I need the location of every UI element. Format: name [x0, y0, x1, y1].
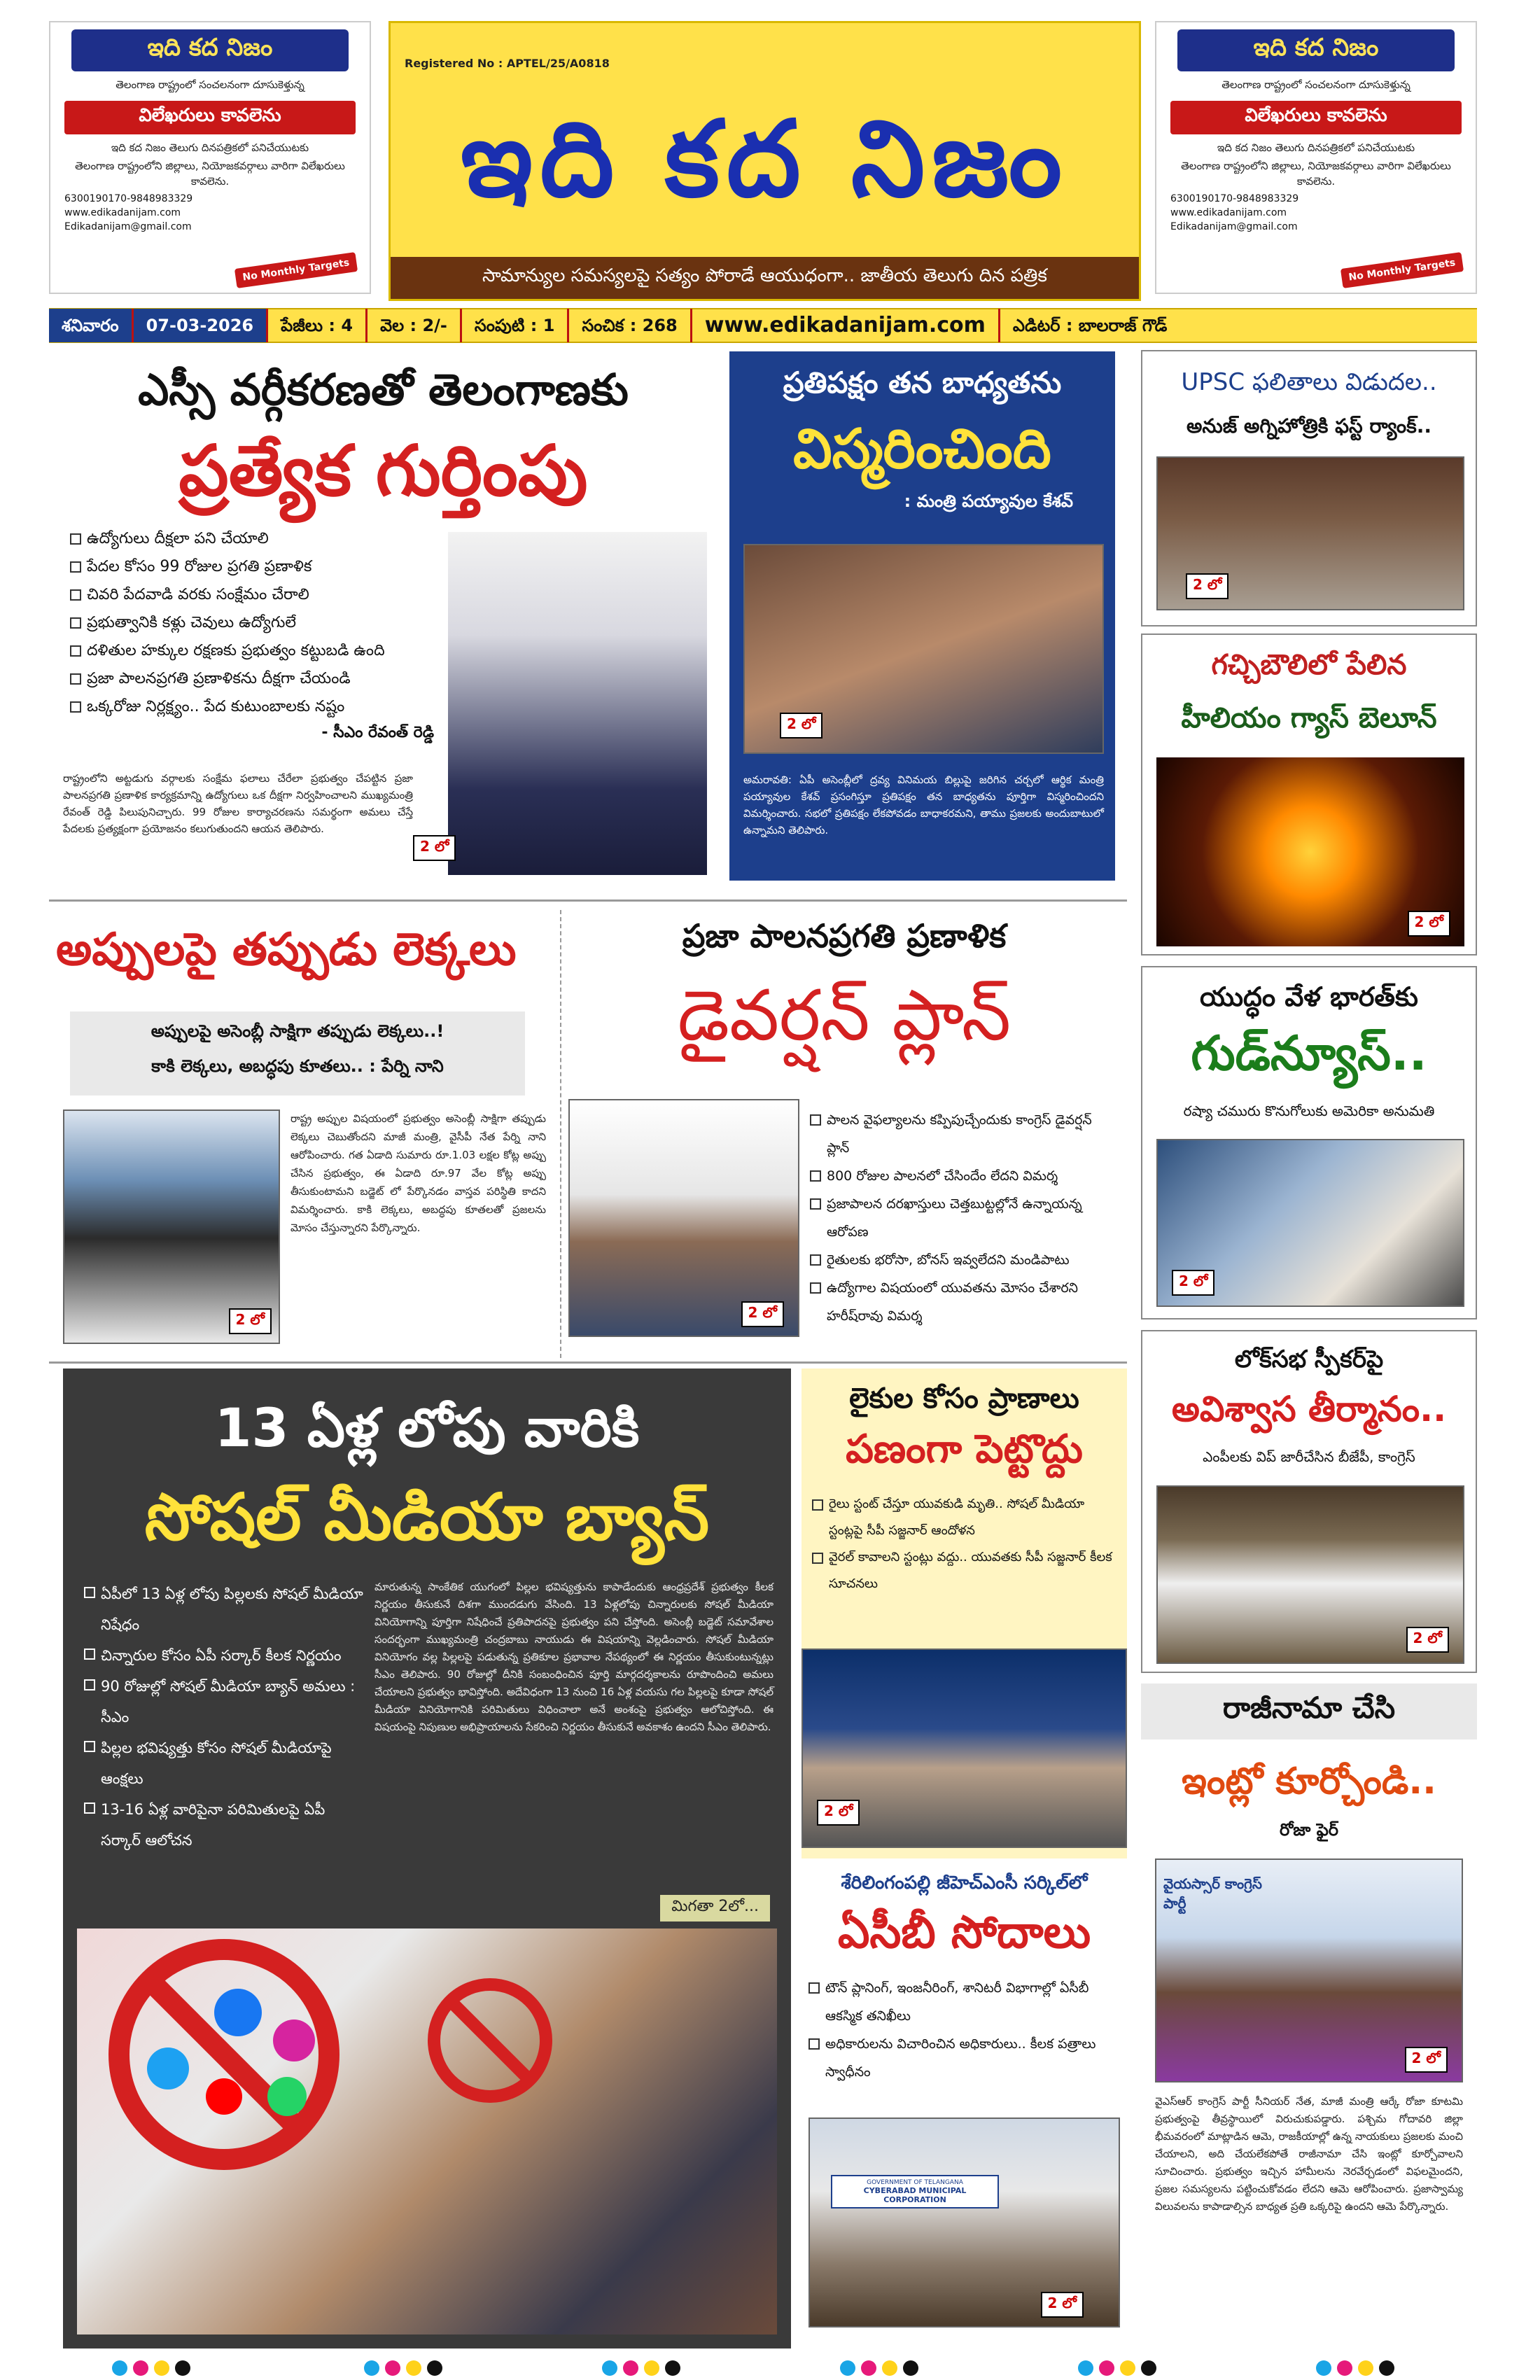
- page-ref-tag: 2 లో: [817, 1800, 860, 1826]
- story-russia-oil: [1141, 966, 1477, 1320]
- story-kicker: ఎస్సీ వర్గీకరణతో తెలంగాణకు: [138, 364, 629, 415]
- masthead: [388, 21, 1141, 301]
- registration-marks: [602, 2360, 680, 2376]
- bullet-item: అధికారులను విచారించిన అధికారులు.. కీలక పత్రాలు స్వాధీనం: [808, 2030, 1120, 2086]
- story-kicker: యుద్ధం వేళ భారత్‌కు: [1200, 981, 1418, 1012]
- sajjanar-photo: [802, 1648, 1127, 1848]
- checkbox-icon: [808, 1982, 820, 1994]
- registration-marks: [364, 2360, 442, 2376]
- price: వెల : 2/-: [368, 309, 462, 342]
- ad-web: www.edikadanijam.com: [64, 207, 181, 218]
- bullet-item: ఉద్యోగులు దీక్షలా పని చేయాలి: [70, 525, 434, 553]
- story-roja: [1141, 1684, 1477, 2348]
- story-headline: ప్రత్యేక గుర్తింపు: [178, 430, 588, 512]
- story-subhead-box: [70, 1011, 525, 1096]
- story-headline: ఏసీబీ సోదాలు: [837, 1907, 1091, 1959]
- office-sign-text: GOVERNMENT OF TELANGANA: [867, 2179, 963, 2186]
- minister-photo: [743, 544, 1104, 754]
- story-kicker: 13 ఏళ్ల లోపు వారికి: [214, 1396, 640, 1459]
- volume: సంపుటి : 1: [462, 309, 570, 342]
- speaker-photo: [1156, 1485, 1464, 1664]
- date: 07-03-2026: [134, 309, 269, 342]
- ad-tag: No Monthly Targets: [234, 252, 358, 288]
- right-ad: [1155, 21, 1477, 294]
- page-ref-tag: 2 లో: [1172, 1270, 1214, 1296]
- registration-marks: [840, 2360, 918, 2376]
- story-subhead: ఎంపీలకు విప్ జారీచేసిన బీజేపీ, కాంగ్రెస్: [1203, 1448, 1415, 1465]
- byline: : మంత్రి పయ్యావుల కేశవ్: [904, 491, 1073, 511]
- story-subhead: రోజా ఫైర్: [1279, 1820, 1339, 1840]
- ghmc-office-photo: [808, 2118, 1120, 2328]
- bullet-item: చివరి పేదవాడి వరకు సంక్షేమం చేరాలి: [70, 581, 434, 609]
- bullet-item: పాలన వైఫల్యాలను కప్పిపుచ్చేందుకు కాంగ్రెస్ డైవర్షన్ ప్లాన్: [810, 1106, 1118, 1162]
- ad-web: www.edikadanijam.com: [1170, 207, 1287, 218]
- explosion-photo: [1156, 757, 1464, 946]
- checkbox-icon: [70, 589, 81, 601]
- checkbox-icon: [70, 701, 81, 713]
- ad-banner: విలేఖరులు కావలెను: [1170, 101, 1462, 134]
- story-headline: గుడ్‌న్యూస్..: [1191, 1026, 1427, 1082]
- story-body: వైఎస్ఆర్ కాంగ్రెస్ పార్టీ సీనియర్ నేత, మాజీ మంత్రి ఆర్కే రోజా కూటమి ప్రభుత్వంపై తీవ్రస్థాయిలో విరుచుకుపడ్డారు. పశ్చిమ గోదావరి జిల్లా భీమవరంలో మాట్లాడిన ఆమె, రాజకీయాల్లో ఉన్న నాయకులు ప్రజలకు మంచి చేయాలని, అది చేయలేకపోతే రాజీనామా చేసి ఇంట్లో కూర్చోవాలని సూచించారు. ప్రభుత్వం ఇచ్చిన హామీలను నెరవేర్చడంలో విఫలమైందని, ప్రజల సమస్యలను పట్టించుకోవడం లేదని ఆమె ఆరోపించారు. ప్రజాస్వామ్య విలువలను కాపాడాల్సిన బాధ్యత ప్రతి ఒక్కరిపై ఉందని ఆమె పేర్కొన్నారు.: [1155, 2095, 1463, 2213]
- story-debt: [49, 910, 556, 1358]
- whatsapp-icon: [267, 2077, 307, 2116]
- column-rule: [49, 899, 1127, 902]
- ad-title: ఇది కద నిజం: [71, 29, 349, 71]
- ad-line: తెలంగాణ రాష్ట్రంలోని జిల్లాలు, నియోజకవర్గాలు వారిగా విలేఖరులు కావలెను.: [75, 160, 345, 188]
- cm-photo: [420, 532, 707, 875]
- ad-line: ఇది కద నిజం తెలుగు దినపత్రికలో పనిచేయుటకు: [111, 141, 309, 154]
- ad-phone: 6300190170-9848983329: [1170, 193, 1299, 204]
- ad-line: తెలంగాణ రాష్ట్రంలో సంచలనంగా దూసుకెళ్తున్న: [115, 78, 304, 91]
- ad-mail: Edikadanijam@gmail.com: [64, 221, 192, 232]
- registration-marks: [1316, 2360, 1394, 2376]
- continued-tag: మిగతా 2లో...: [660, 1895, 770, 1921]
- bullet-item: వైరల్ కావాలని స్టంట్లు వద్దు.. యువతకు సీపీ సజ్జనార్ కీలక సూచనలు: [812, 1544, 1120, 1597]
- checkbox-icon: [810, 1170, 821, 1182]
- harish-rao-photo: [568, 1099, 799, 1337]
- upsc-photo: [1156, 456, 1464, 610]
- bullet-item: చిన్నారుల కోసం ఏపీ సర్కార్ కీలక నిర్ణయం: [84, 1640, 364, 1671]
- page-ref-tag: 2 లో: [1186, 573, 1228, 599]
- story-headline: అనుజ్ అగ్నిహోత్రికి ఫస్ట్ ర్యాంక్..: [1186, 414, 1432, 438]
- dateline-strip: [49, 308, 1477, 343]
- story-subhead: కాకి లెక్కలు, అబద్ధపు కూతలు.. : పేర్ని నాని: [151, 1056, 444, 1076]
- registration-marks: [112, 2360, 190, 2376]
- bullet-item: పేదల కోసం 99 రోజుల ప్రగతి ప్రణాళిక: [70, 553, 434, 581]
- story-kicker: లైకుల కోసం ప్రాణాలు: [849, 1382, 1079, 1415]
- checkbox-icon: [70, 533, 81, 545]
- story-sc-classification: [49, 350, 718, 882]
- story-kicker: ప్రతిపక్షం తన బాధ్యతను: [783, 365, 1062, 400]
- bullet-item: పిల్లల భవిష్యత్తు కోసం సోషల్ మీడియాపై ఆంక్షలు: [84, 1732, 364, 1794]
- story-kicker: ప్రజా పాలనప్రగతి ప్రణాళిక: [682, 917, 1007, 955]
- bullet-item: 13-16 ఏళ్ల వారిపైనా పరిమితులపై ఏపీ సర్కార్ ఆలోచన: [84, 1794, 364, 1856]
- page-ref-tag: 2 లో: [780, 713, 822, 738]
- story-social-media-ban: [63, 1368, 791, 2348]
- story-bullets: [810, 1106, 1118, 1330]
- checkbox-icon: [810, 1282, 821, 1294]
- checkbox-icon: [84, 1741, 95, 1752]
- story-no-confidence: [1141, 1330, 1477, 1673]
- story-body: రాష్ట్రంలోని అట్టడుగు వర్గాలకు సంక్షేమ ఫలాలు చేరేలా ప్రభుత్వం చేపట్టిన ప్రజా పాలనప్రగతి ప్రణాళిక కార్యక్రమాన్ని ఉద్యోగులు ఒక దీక్షగా నిర్వహించాలని ముఖ్యమంత్రి రేవంత్ రెడ్డి పిలుపునిచ్చారు. 99 రోజుల కార్యాచరణను సమర్థంగా అమలు చేస్తే పేదలకు ప్రత్యక్షంగా ప్రయోజనం కలుగుతుందని ఆయన తెలిపారు.: [63, 772, 413, 835]
- story-balloon-blast: [1141, 634, 1477, 955]
- story-bullets: [70, 525, 434, 745]
- bullet-item: 90 రోజుల్లో సోషల్ మీడియా బ్యాన్ అమలు : సీఎం: [84, 1671, 364, 1732]
- story-subhead: రష్యా చమురు కొనుగోలుకు అమెరికా అనుమతి: [1183, 1102, 1435, 1119]
- bullet-item: ప్రభుత్వానికి కళ్లు చెవులు ఉద్యోగులే: [70, 609, 434, 637]
- bullet-item: దళితుల హక్కుల రక్షణకు ప్రభుత్వం కట్టుబడి ఉంది: [70, 637, 434, 665]
- story-subhead: అప్పులపై అసెంబ్లీ సాక్షిగా తప్పుడు లెక్కలు..!: [150, 1021, 444, 1041]
- story-stunts: [802, 1368, 1127, 1858]
- story-headline: ఇంట్లో కూర్చోండి..: [1182, 1760, 1436, 1802]
- story-kicker: గచ్చిబౌలిలో పేలిన: [1211, 649, 1407, 681]
- page-ref-tag: 2 లో: [1405, 2047, 1448, 2073]
- ad-tag: No Monthly Targets: [1340, 252, 1464, 288]
- story-opposition: [728, 350, 1116, 882]
- newspaper-title: ఇది కద నిజం: [461, 99, 1069, 220]
- checkbox-icon: [70, 617, 81, 629]
- checkbox-icon: [810, 1114, 821, 1126]
- bullet-item: ప్రజాపాలన దరఖాస్తులు చెత్తబుట్టల్లోనే ఉన్నాయన్న ఆరోపణ: [810, 1190, 1118, 1246]
- page-count: పేజీలు : 4: [268, 309, 368, 342]
- story-kicker: లోక్‌సభ స్పీకర్‌పై: [1234, 1345, 1384, 1373]
- editor: ఎడిటర్ : బాలరాజ్ గౌడ్: [1012, 316, 1168, 335]
- story-headline: అప్పులపై తప్పుడు లెక్కలు: [56, 924, 517, 976]
- office-sign: [831, 2175, 999, 2208]
- perni-nani-photo: [63, 1110, 280, 1344]
- story-diversion-plan: [560, 910, 1127, 1358]
- ad-line: తెలంగాణ రాష్ట్రంలోని జిల్లాలు, నియోజకవర్గాలు వారిగా విలేఖరులు కావలెను.: [1181, 160, 1451, 188]
- story-upsc: [1141, 350, 1477, 626]
- checkbox-icon: [810, 1198, 821, 1210]
- checkbox-icon: [84, 1802, 95, 1814]
- checkbox-icon: [70, 645, 81, 657]
- story-bullets: [812, 1491, 1120, 1597]
- story-kicker: రాజీనామా చేసి: [1222, 1690, 1396, 1725]
- ad-line: ఇది కద నిజం తెలుగు దినపత్రికలో పనిచేయుటకు: [1217, 141, 1415, 154]
- phone-ban-slash-icon: [450, 2001, 530, 2080]
- checkbox-icon: [70, 561, 81, 573]
- bullet-item: 800 రోజుల పాలనలో చేసిందేం లేదని విమర్శ: [810, 1162, 1118, 1190]
- website[interactable]: www.edikadanijam.com: [692, 309, 1000, 342]
- ban-graphic: [77, 1928, 777, 2334]
- ad-banner: విలేఖరులు కావలెను: [64, 101, 356, 134]
- bullet-item: ఒక్కరోజు నిర్లక్ష్యం.. పేద కుటుంబాలకు నష్టం: [70, 693, 434, 721]
- story-bullets: [84, 1578, 364, 1856]
- story-headline: అవిశ్వాస తీర్మానం..: [1171, 1389, 1447, 1429]
- twitter-icon: [147, 2047, 189, 2090]
- page-ref-tag: 2 లో: [741, 1301, 784, 1327]
- bullet-item: టౌన్ ప్లానింగ్, ఇంజనీరింగ్, శానిటరీ విభాగాల్లో ఏసీబీ ఆకస్మిక తనిఖీలు: [808, 1974, 1120, 2030]
- story-acb-raids: [802, 1865, 1127, 2348]
- story-bullets: [808, 1974, 1120, 2086]
- story-headline: డైవర్షన్ ప్లాన్: [677, 974, 1011, 1056]
- page-ref-tag: 2 లో: [1406, 1627, 1449, 1653]
- party-board: వైయస్సార్ కాంగ్రెస్ పార్టీ: [1163, 1875, 1262, 1912]
- page-ref-tag: 2 లో: [413, 835, 456, 861]
- ad-title: ఇది కద నిజం: [1177, 29, 1455, 71]
- story-body: అమరావతి: ఏపీ అసెంబ్లీలో ద్రవ్య వినిమయ బిల్లుపై జరిగిన చర్చలో ఆర్థిక మంత్రి పయ్యావుల కేశవ్ ప్రసంగిస్తూ ప్రతిపక్షం తన బాధ్యతను పూర్తిగా విస్మరించిందని విమర్శించారు. సభలో ప్రతిపక్షం లేకపోవడం బాధాకరమని, తాము ప్రజలకు అందుబాటులో ఉన్నామని తెలిపారు.: [743, 774, 1104, 836]
- column-rule: [49, 1362, 1127, 1364]
- ad-line: తెలంగాణ రాష్ట్రంలో సంచలనంగా దూసుకెళ్తున్న: [1222, 78, 1410, 91]
- story-body: మారుతున్న సాంకేతిక యుగంలో పిల్లల భవిష్యత్తును కాపాడేందుకు ఆంధ్రప్రదేశ్ ప్రభుత్వం కీలక నిర్ణయం తీసుకునే దిశగా ముందడుగు వేసింది. 13 ఏళ్లలోపు చిన్నారులకు సోషల్ మీడియా వినియోగాన్ని పూర్తిగా నిషేధించే ప్రతిపాదనపై ప్రభుత్వం పని చేస్తోంది. అసెంబ్లీ బడ్జెట్ సమావేశాల సందర్భంగా ముఖ్యమంత్రి చంద్రబాబు నాయుడు ఈ విషయాన్ని వెల్లడించారు. సోషల్ మీడియా వినియోగం వల్ల పిల్లలపై పడుతున్న ప్రతికూల ప్రభావాల నేపథ్యంలో ఈ నిర్ణయం తీసుకుంటున్నట్లు సీఎం తెలిపారు. 90 రోజుల్లో దీనికి సంబంధించిన పూర్తి మార్గదర్శకాలను రూపొందించి అమలు చేయాలని ప్రభుత్వం భావిస్తోంది. అదేవిధంగా 13 నుంచి 16 ఏళ్ల వయసు గల పిల్లలపై కూడా సోషల్ మీడియా వినియోగానికి పరిమితులు విధించాలా అనే అంశంపై ప్రభుత్వం ఆలోచిస్తోంది. ఈ విషయంపై నిపుణుల అభిప్రాయాలను సేకరించి నిర్ణయం తీసుకునే అవకాశం ఉందని సీఎం తెలిపారు.: [374, 1581, 774, 1733]
- ad-mail: Edikadanijam@gmail.com: [1170, 221, 1298, 232]
- page-ref-tag: 2 లో: [1041, 2292, 1084, 2318]
- instagram-icon: [273, 2019, 315, 2062]
- page-ref-tag: 2 లో: [1408, 911, 1450, 937]
- social-media-ban-photo: [77, 1928, 777, 2334]
- checkbox-icon: [84, 1679, 95, 1690]
- story-headline: పణంగా పెట్టొద్దు: [846, 1427, 1083, 1472]
- day: శనివారం: [49, 309, 134, 342]
- story-kicker: శేరిలింగంపల్లి జీహెచ్‌ఎంసీ సర్కిల్‌లో: [841, 1872, 1088, 1893]
- checkbox-icon: [84, 1587, 95, 1598]
- story-kicker-box: [1141, 1684, 1477, 1740]
- bullet-item: ఏపీలో 13 ఏళ్ల లోపు పిల్లలకు సోషల్ మీడియా నిషేధం: [84, 1578, 364, 1640]
- checkbox-icon: [812, 1553, 823, 1564]
- story-headline: విస్మరించింది: [793, 418, 1051, 481]
- registration-marks: [1078, 2360, 1156, 2376]
- story-headline: సోషల్ మీడియా బ్యాన్: [144, 1480, 710, 1555]
- checkbox-icon: [808, 2038, 820, 2050]
- story-headline: హీలియం గ్యాస్ బెలూన్: [1181, 702, 1437, 734]
- checkbox-icon: [812, 1499, 823, 1511]
- byline: - సీఎం రేవంత్ రెడ్డి: [321, 724, 434, 741]
- checkbox-icon: [810, 1254, 821, 1266]
- roja-photo: [1155, 1858, 1463, 2082]
- office-sign-text: CYBERABAD MUNICIPAL CORPORATION: [863, 2186, 967, 2204]
- page-ref-tag: 2 లో: [229, 1308, 272, 1334]
- left-ad: [49, 21, 371, 294]
- masthead-tagline: సామాన్యుల సమస్యలపై సత్యం పోరాడే ఆయుధంగా.. జాతీయ తెలుగు దిన పత్రిక: [391, 257, 1139, 299]
- youtube-icon: [206, 2078, 242, 2115]
- ad-phone: 6300190170-9848983329: [64, 193, 193, 204]
- story-kicker: UPSC ఫలితాలు విడుదల..: [1181, 368, 1437, 396]
- bullet-item: ప్రజా పాలనప్రగతి ప్రణాళికను దీక్షగా చేయండి: [70, 665, 434, 693]
- bullet-item: రైలు స్టంట్ చేస్తూ యువకుడి మృతి.. సోషల్ మీడియా స్టంట్లపై సీపీ సజ్జనార్ ఆందోళన: [812, 1491, 1120, 1544]
- bullet-item: ఉద్యోగాల విషయంలో యువతను మోసం చేశారని హరీష్‌రావు విమర్శ: [810, 1274, 1118, 1330]
- checkbox-icon: [70, 673, 81, 685]
- facebook-icon: [214, 1989, 262, 2036]
- trump-modi-photo: [1156, 1139, 1464, 1307]
- registration-number: Registered No : APTEL/25/A0818: [405, 57, 610, 70]
- bullet-item: రైతులకు భరోసా, బోనస్ ఇవ్వలేదని మండిపాటు: [810, 1246, 1118, 1274]
- checkbox-icon: [84, 1648, 95, 1660]
- issue-number: సంచిక : 268: [569, 309, 692, 342]
- story-body: రాష్ట్ర అప్పుల విషయంలో ప్రభుత్వం అసెంబ్లీ సాక్షిగా తప్పుడు లెక్కలు చెబుతోందని మాజీ మంత్రి, వైసీపీ నేత పేర్ని నాని ఆరోపించారు. గత ఏడాది సుమారు రూ.1.03 లక్షల కోట్ల అప్పు చేసిన ప్రభుత్వం, ఈ ఏడాది రూ.97 వేల కోట్ల అప్పు తీసుకుంటామని బడ్జెట్ లో పేర్కొనడం వాస్తవ పరిస్థితి కాదని విమర్శించారు. కాకి లెక్కలు, అబద్ధపు కూతలతో ప్రజలను మోసం చేస్తున్నారని పేర్కొన్నారు.: [290, 1112, 546, 1234]
